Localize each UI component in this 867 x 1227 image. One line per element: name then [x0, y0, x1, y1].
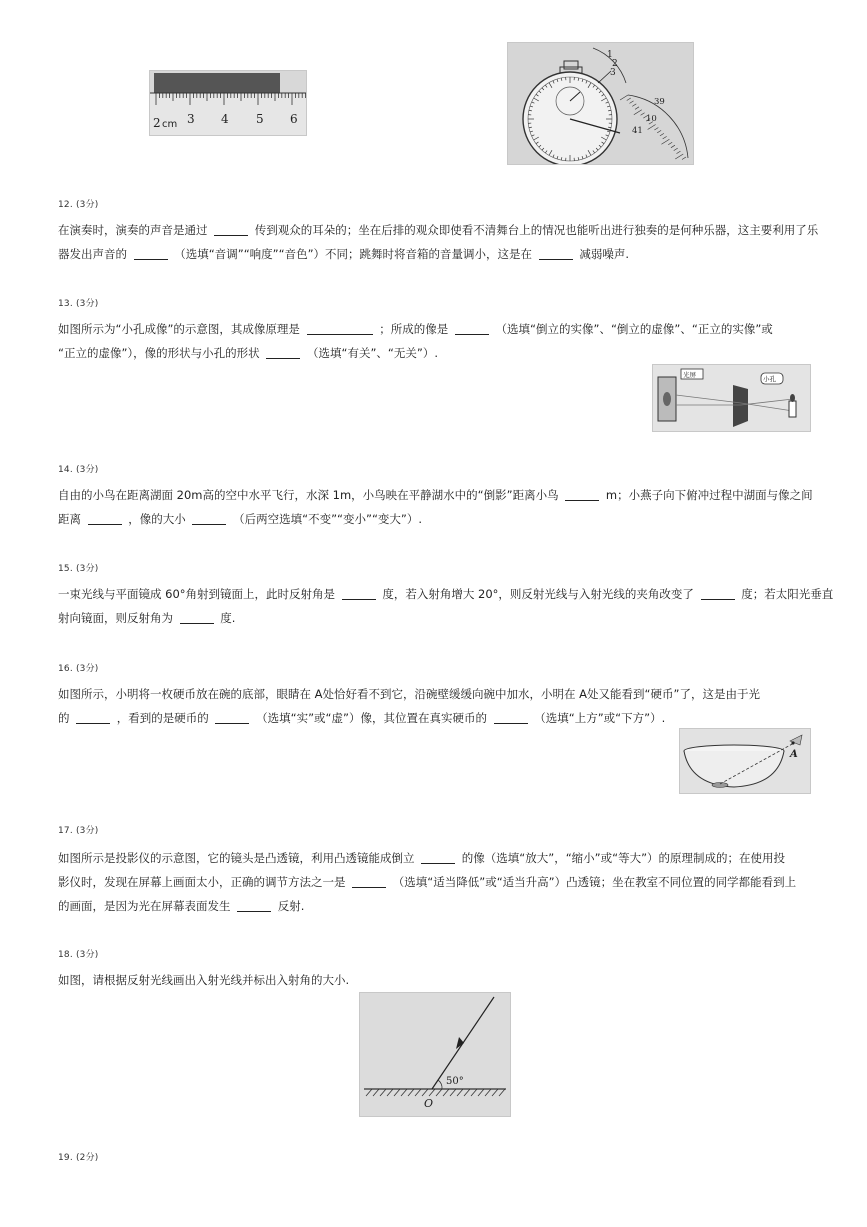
answer-blank[interactable]	[180, 612, 214, 624]
text-segment: 减弱噪声.	[575, 247, 630, 261]
text-segment: （选填“音调”“响度”“音色”）不同；跳舞时将音箱的音量调小，这是在	[170, 247, 536, 261]
text-segment: 射向镜面，则反射角为	[58, 611, 177, 625]
answer-blank[interactable]	[88, 513, 122, 525]
stopwatch-drawing	[508, 43, 693, 164]
mirror-hatch	[492, 1089, 498, 1096]
dial-large-39: 39	[654, 97, 665, 107]
scale-tick	[661, 139, 669, 144]
text-segment: 的	[58, 711, 74, 725]
scale-tick	[635, 107, 639, 110]
text-segment: （选填“有关”、“无关”）.	[303, 346, 438, 360]
mirror-hatch	[429, 1089, 435, 1096]
scale-tick	[632, 104, 636, 107]
scale-tick	[660, 133, 664, 136]
mirror-hatch	[380, 1089, 386, 1096]
text-segment: 度；若太阳光垂直	[737, 587, 834, 601]
text-segment: ，像的大小	[124, 512, 190, 526]
question-text-line	[58, 710, 665, 726]
stopwatch-figure	[507, 42, 694, 165]
scale-tick	[674, 148, 678, 151]
answer-blank[interactable]	[455, 323, 489, 335]
text-segment: 如图，请根据反射光线画出入射光线并标出入射角的大小.	[58, 973, 350, 987]
question-number: 17. (3分)	[58, 826, 99, 836]
text-segment: （选填“实”或“虚”）像，其位置在真实硬币的	[252, 711, 491, 725]
scale-tick	[654, 127, 658, 130]
answer-blank[interactable]	[701, 588, 735, 600]
question-text-line	[58, 246, 629, 262]
text-segment: 度，若入射角增大 20°，则反射光线与入射光线的夹角改变了	[378, 587, 698, 601]
question-text-line	[58, 610, 235, 626]
ruler-label-4: 4	[221, 112, 229, 126]
scale-tick	[641, 113, 645, 116]
answer-blank[interactable]	[539, 248, 573, 260]
ruler-figure	[149, 70, 307, 136]
text-segment: m；小燕子向下俯冲过程中湖面与像之间	[602, 488, 813, 502]
reflection-figure	[359, 992, 511, 1117]
question-text-line	[58, 898, 304, 914]
question-text-line	[58, 345, 438, 361]
label-pinhole: 小孔	[763, 375, 776, 383]
mirror-hatch	[422, 1089, 428, 1096]
text-segment: 反射.	[274, 899, 305, 913]
answer-blank[interactable]	[215, 712, 249, 724]
question-text-line	[58, 586, 833, 602]
answer-blank[interactable]	[214, 224, 248, 236]
label-point-o: O	[424, 1097, 434, 1110]
mirror-hatch	[450, 1089, 456, 1096]
answer-blank[interactable]	[76, 712, 110, 724]
pinhole-camera-drawing	[653, 365, 810, 431]
question-number: 14. (3分)	[58, 465, 99, 475]
label-point-a: A	[790, 749, 798, 760]
question-text-line	[58, 487, 813, 503]
text-segment: “正立的虚像”），像的形状与小孔的形状	[58, 346, 264, 360]
scale-tick	[627, 98, 631, 101]
question-text-line	[58, 874, 796, 890]
scale-tick	[630, 101, 634, 104]
scale-tick	[676, 151, 680, 154]
label-angle: 50°	[446, 1076, 464, 1087]
text-segment: 影仪时，发现在屏幕上画面太小，正确的调节方法之一是	[58, 875, 350, 889]
scale-tick	[682, 157, 686, 160]
text-segment: （选填“倒立的实像”、“倒立的虚像”、“正立的实像”或	[491, 322, 773, 336]
text-segment: 的画面，是因为光在屏幕表面发生	[58, 899, 235, 913]
scale-tick	[675, 154, 683, 159]
question-number: 15. (3分)	[58, 564, 99, 574]
scale-tick	[668, 142, 672, 145]
text-segment: 距离	[58, 512, 85, 526]
ruler-label-6: 6	[290, 112, 298, 126]
mirror-hatch	[478, 1089, 484, 1096]
answer-blank[interactable]	[192, 513, 226, 525]
text-segment: （后两空选填“不变”“变小”“变大”）.	[229, 512, 423, 526]
dial-small-1: 1	[607, 50, 613, 60]
question-number: 19. (2分)	[58, 1153, 99, 1163]
mirror-hatch	[485, 1089, 491, 1096]
bowl-coin-drawing	[680, 729, 810, 793]
answer-blank[interactable]	[421, 852, 455, 864]
mirror-hatch	[443, 1089, 449, 1096]
ruler-label-2: 2	[153, 116, 161, 130]
text-segment: ，看到的是硬币的	[113, 711, 213, 725]
answer-blank[interactable]	[237, 900, 271, 912]
bowl-coin-figure	[679, 728, 811, 794]
label-screen: 光屏	[683, 371, 696, 379]
mirror-hatch	[464, 1089, 470, 1096]
mirror-hatch	[373, 1089, 379, 1096]
mirror-hatch	[401, 1089, 407, 1096]
pinhole-camera-figure	[652, 364, 811, 432]
mirror-hatch	[471, 1089, 477, 1096]
text-segment: （选填“适当降低”或“适当升高”）凸透镜；坐在教室不同位置的同学都能看到上	[389, 875, 797, 889]
dial-large-41: 41	[632, 126, 643, 136]
question-text-line	[58, 972, 349, 988]
mirror-hatch	[457, 1089, 463, 1096]
dial-large-10: 10	[646, 114, 657, 124]
question-text-line	[58, 511, 422, 527]
question-text-line	[58, 686, 760, 702]
text-segment: 如图所示为“小孔成像”的示意图，其成像原理是	[58, 322, 304, 336]
text-segment: 的像（选填“放大”，“缩小”或“等大”）的原理制成的；在使用投	[458, 851, 786, 865]
ruler-label-5: 5	[256, 112, 264, 126]
mirror-hatch	[366, 1089, 372, 1096]
mirror-hatch	[436, 1089, 442, 1096]
answer-blank[interactable]	[266, 347, 300, 359]
text-segment: 自由的小鸟在距离湖面 20m高的空中水平飞行，水深 1m，小鸟映在平静湖水中的“倒影”距离小鸟	[58, 488, 563, 502]
text-segment: （选填“上方”或“下方”）.	[530, 711, 666, 725]
question-number: 18. (3分)	[58, 950, 99, 960]
answer-blank[interactable]	[494, 712, 528, 724]
answer-blank[interactable]	[352, 876, 386, 888]
scale-tick	[634, 110, 642, 115]
text-segment: 度.	[216, 611, 236, 625]
text-segment: ；所成的像是	[375, 322, 452, 336]
reflection-drawing	[360, 993, 510, 1116]
text-segment: 如图所示，小明将一枚硬币放在碗的底部，眼睛在 A处恰好看不到它，沿碗壁缓缓向碗中加水，小明在 A处又能看到“硬币”了，这是由于光	[58, 687, 760, 701]
text-segment: 如图所示是投影仪的示意图，它的镜头是凸透镜，利用凸透镜能成倒立	[58, 851, 419, 865]
ruler-drawing	[150, 71, 306, 135]
question-text-line	[58, 850, 785, 866]
question-number: 13. (3分)	[58, 299, 99, 309]
mirror-hatch	[387, 1089, 393, 1096]
scale-tick	[671, 145, 675, 148]
mirror-hatch	[499, 1089, 505, 1096]
scale-tick	[648, 125, 656, 130]
question-text-line	[58, 321, 773, 337]
answer-blank[interactable]	[307, 323, 373, 335]
scale-tick	[663, 136, 667, 139]
answer-blank[interactable]	[134, 248, 168, 260]
mirror-hatch	[415, 1089, 421, 1096]
text-segment: 一束光线与平面镜成 60°角射到镜面上，此时反射角是	[58, 587, 339, 601]
question-number: 12. (3分)	[58, 200, 99, 210]
question-number: 16. (3分)	[58, 664, 99, 674]
dial-small-3: 3	[610, 68, 616, 78]
scale-tick	[620, 95, 628, 100]
mirror-hatch	[408, 1089, 414, 1096]
answer-blank[interactable]	[342, 588, 376, 600]
answer-blank[interactable]	[565, 489, 599, 501]
text-segment: 传到观众的耳朵的；坐在后排的观众即使看不清舞台上的情况也能听出进行独奏的是何种乐器，这主要利用了乐	[251, 223, 819, 237]
scale-tick	[657, 130, 661, 133]
dial-small-2: 2	[612, 59, 618, 69]
text-segment: 器发出声音的	[58, 247, 131, 261]
ruler-label-3: 3	[187, 112, 195, 126]
mirror-hatch	[394, 1089, 400, 1096]
ruler-unit: cm	[162, 119, 178, 130]
question-text-line	[58, 222, 818, 238]
text-segment: 在演奏时，演奏的声音是通过	[58, 223, 212, 237]
